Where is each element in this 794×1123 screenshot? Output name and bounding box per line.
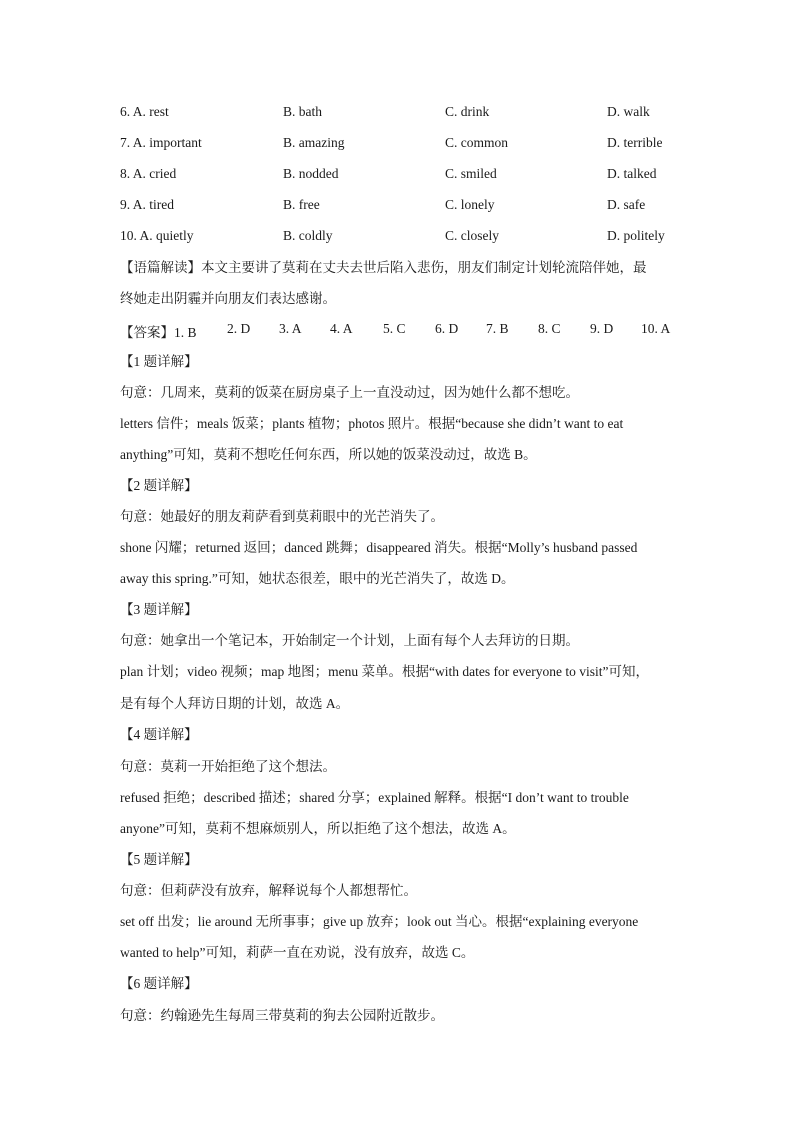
detail-line: 句意：但莉萨没有放弃，解释说每个人都想帮忙。 [120, 883, 417, 898]
detail-line: 句意：几周来，莫莉的饭菜在厨房桌子上一直没动过，因为她什么都不想吃。 [120, 385, 579, 400]
answer-item: 9. D [590, 321, 614, 336]
option-d: D. talked [607, 166, 657, 181]
detail-heading-5: 【5 题详解】 [120, 852, 198, 867]
option-d: D. terrible [607, 135, 663, 150]
answer-item: 3. A [279, 321, 302, 336]
options-row-9 [120, 197, 680, 217]
answer-item: 6. D [435, 321, 459, 336]
detail-line: anyone”可知，莫莉不想麻烦别人，所以拒绝了这个想法，故选 A。 [120, 821, 516, 836]
answer-item: 7. B [486, 321, 509, 336]
answer-item: 4. A [330, 321, 353, 336]
options-row-7 [120, 135, 680, 155]
option-c: C. drink [445, 104, 490, 119]
summary-line-1: 【语篇解读】本文主要讲了莫莉在丈夫去世后陷入悲伤，朋友们制定计划轮流陪伴她，最 [120, 260, 647, 275]
detail-heading-4: 【4 题详解】 [120, 727, 198, 742]
option-a: 6. A. rest [120, 104, 169, 119]
option-d: D. safe [607, 197, 646, 212]
option-c: C. smiled [445, 166, 497, 181]
detail-line: wanted to help”可知，莉萨一直在劝说，没有放弃，故选 C。 [120, 945, 475, 960]
option-a: 8. A. cried [120, 166, 177, 181]
option-a: 7. A. important [120, 135, 202, 150]
detail-line: 句意：她拿出一个笔记本，开始制定一个计划，上面有每个人去拜访的日期。 [120, 633, 579, 648]
detail-line: set off 出发；lie around 无所事事；give up 放弃；look out 当心。根据“explaining everyone [120, 914, 639, 929]
option-c: C. lonely [445, 197, 495, 212]
options-row-10 [120, 228, 680, 248]
option-b: B. bath [283, 104, 322, 119]
option-a: 10. A. quietly [120, 228, 194, 243]
detail-line: refused 拒绝；described 描述；shared 分享；explained 解释。根据“I don’t want to trouble [120, 790, 629, 805]
detail-heading-6: 【6 题详解】 [120, 976, 198, 991]
detail-heading-2: 【2 题详解】 [120, 478, 198, 493]
answer-label: 【答案】1. B [120, 325, 197, 340]
detail-line: anything”可知，莫莉不想吃任何东西，所以她的饭菜没动过，故选 B。 [120, 447, 537, 462]
summary-line-2: 终她走出阴霾并向朋友们表达感谢。 [120, 291, 336, 306]
option-d: D. walk [607, 104, 650, 119]
detail-line: 句意：她最好的朋友莉萨看到莫莉眼中的光芒消失了。 [120, 509, 444, 524]
detail-line: plan 计划；video 视频；map 地图；menu 菜单。根据“with dates for everyone to visit”可知， [120, 664, 650, 679]
option-b: B. nodded [283, 166, 339, 181]
detail-heading-1: 【1 题详解】 [120, 354, 198, 369]
option-c: C. closely [445, 228, 499, 243]
option-a: 9. A. tired [120, 197, 174, 212]
detail-line: away this spring.”可知，她状态很差，眼中的光芒消失了，故选 D。 [120, 571, 515, 586]
option-b: B. amazing [283, 135, 345, 150]
detail-line: shone 闪耀；returned 返回；danced 跳舞；disappeared 消失。根据“Molly’s husband passed [120, 540, 638, 555]
answer-item: 5. C [383, 321, 406, 336]
option-d: D. politely [607, 228, 665, 243]
detail-line: 是有每个人拜访日期的计划，故选 A。 [120, 696, 350, 711]
answer-item: 10. A [641, 321, 671, 336]
detail-line: 句意：约翰逊先生每周三带莫莉的狗去公园附近散步。 [120, 1008, 444, 1023]
option-c: C. common [445, 135, 508, 150]
detail-line: 句意：莫莉一开始拒绝了这个想法。 [120, 759, 336, 774]
answer-item: 8. C [538, 321, 561, 336]
detail-line: letters 信件；meals 饭菜；plants 植物；photos 照片。根据“because she didn’t want to eat [120, 416, 624, 431]
option-b: B. free [283, 197, 320, 212]
answer-item: 2. D [227, 321, 251, 336]
options-row-8 [120, 166, 680, 186]
detail-heading-3: 【3 题详解】 [120, 602, 198, 617]
options-row-6 [120, 104, 680, 124]
answer-key [120, 321, 690, 341]
option-b: B. coldly [283, 228, 333, 243]
